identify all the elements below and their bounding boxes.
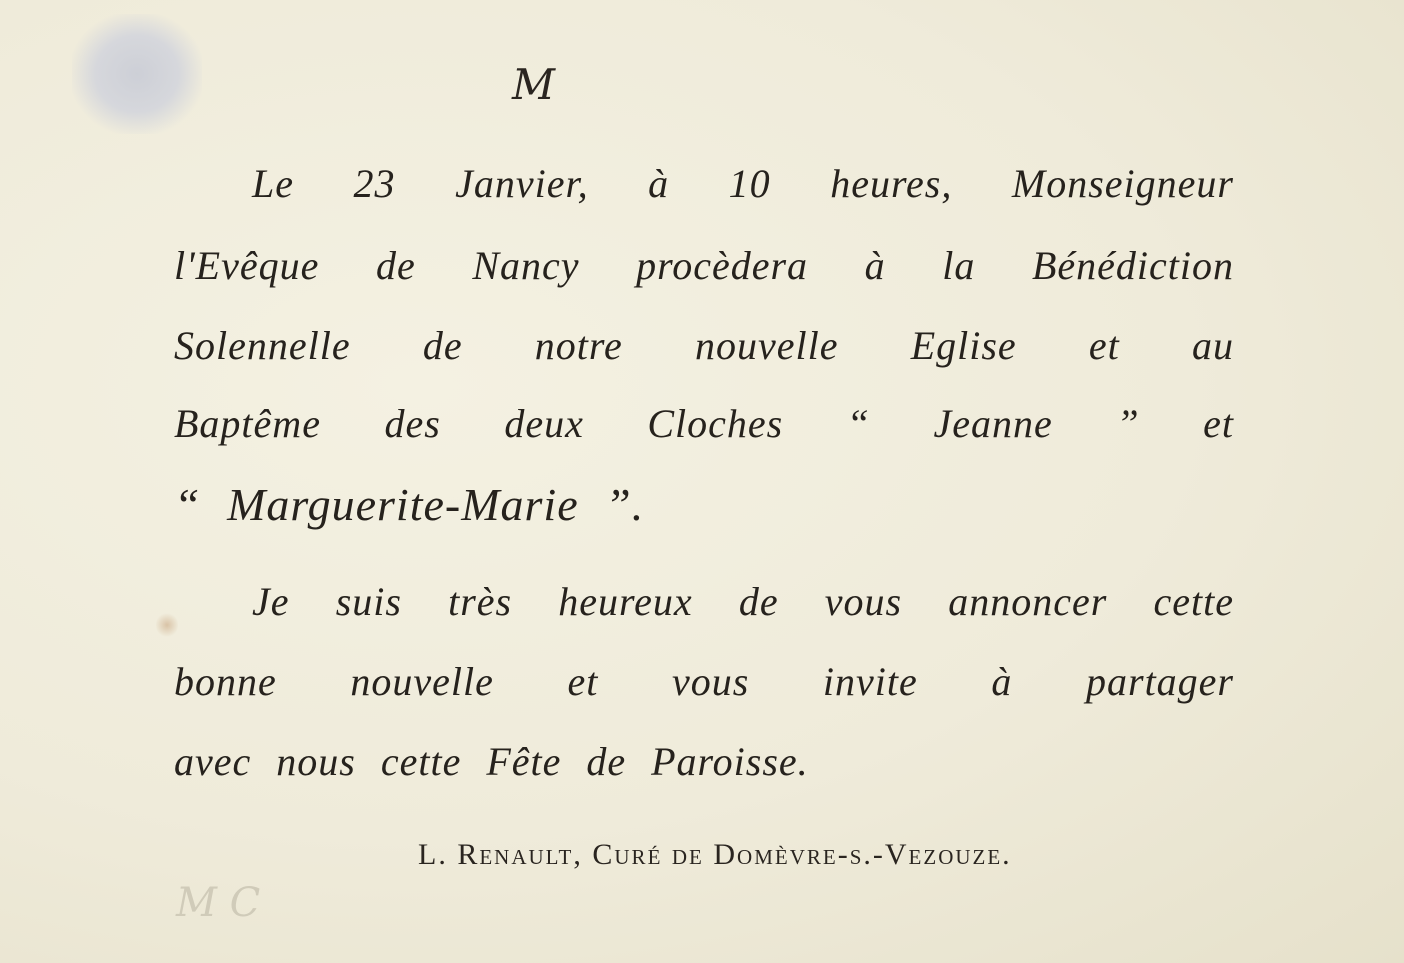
paragraph1-line-5: “ Marguerite-Marie ”.: [174, 479, 645, 530]
paragraph1-line-3: Solennelle de notre nouvelle Eglise et au: [174, 323, 1234, 368]
paragraph1-line-4: Baptême des deux Cloches “ Jeanne ” et: [174, 401, 1234, 446]
paper-stain: [72, 14, 202, 134]
pencil-mark: M C: [176, 880, 261, 926]
paragraph1-line-1: Le 23 Janvier, à 10 heures, Monseigneur: [252, 161, 1234, 206]
paper-spot: [156, 612, 178, 638]
paragraph2-line-1: Je suis très heureux de vous annoncer cette: [252, 579, 1234, 624]
paragraph2-line-2: bonne nouvelle et vous invite à partager: [174, 659, 1234, 704]
paragraph1-line-2: l'Evêque de Nancy procèdera à la Bénédiction: [174, 243, 1234, 288]
paragraph2-line-3: avec nous cette Fête de Paroisse.: [174, 739, 809, 784]
salutation: M: [512, 60, 557, 109]
signature: L. Renault, Curé de Domèvre-s.-Vezouze.: [418, 838, 1012, 871]
